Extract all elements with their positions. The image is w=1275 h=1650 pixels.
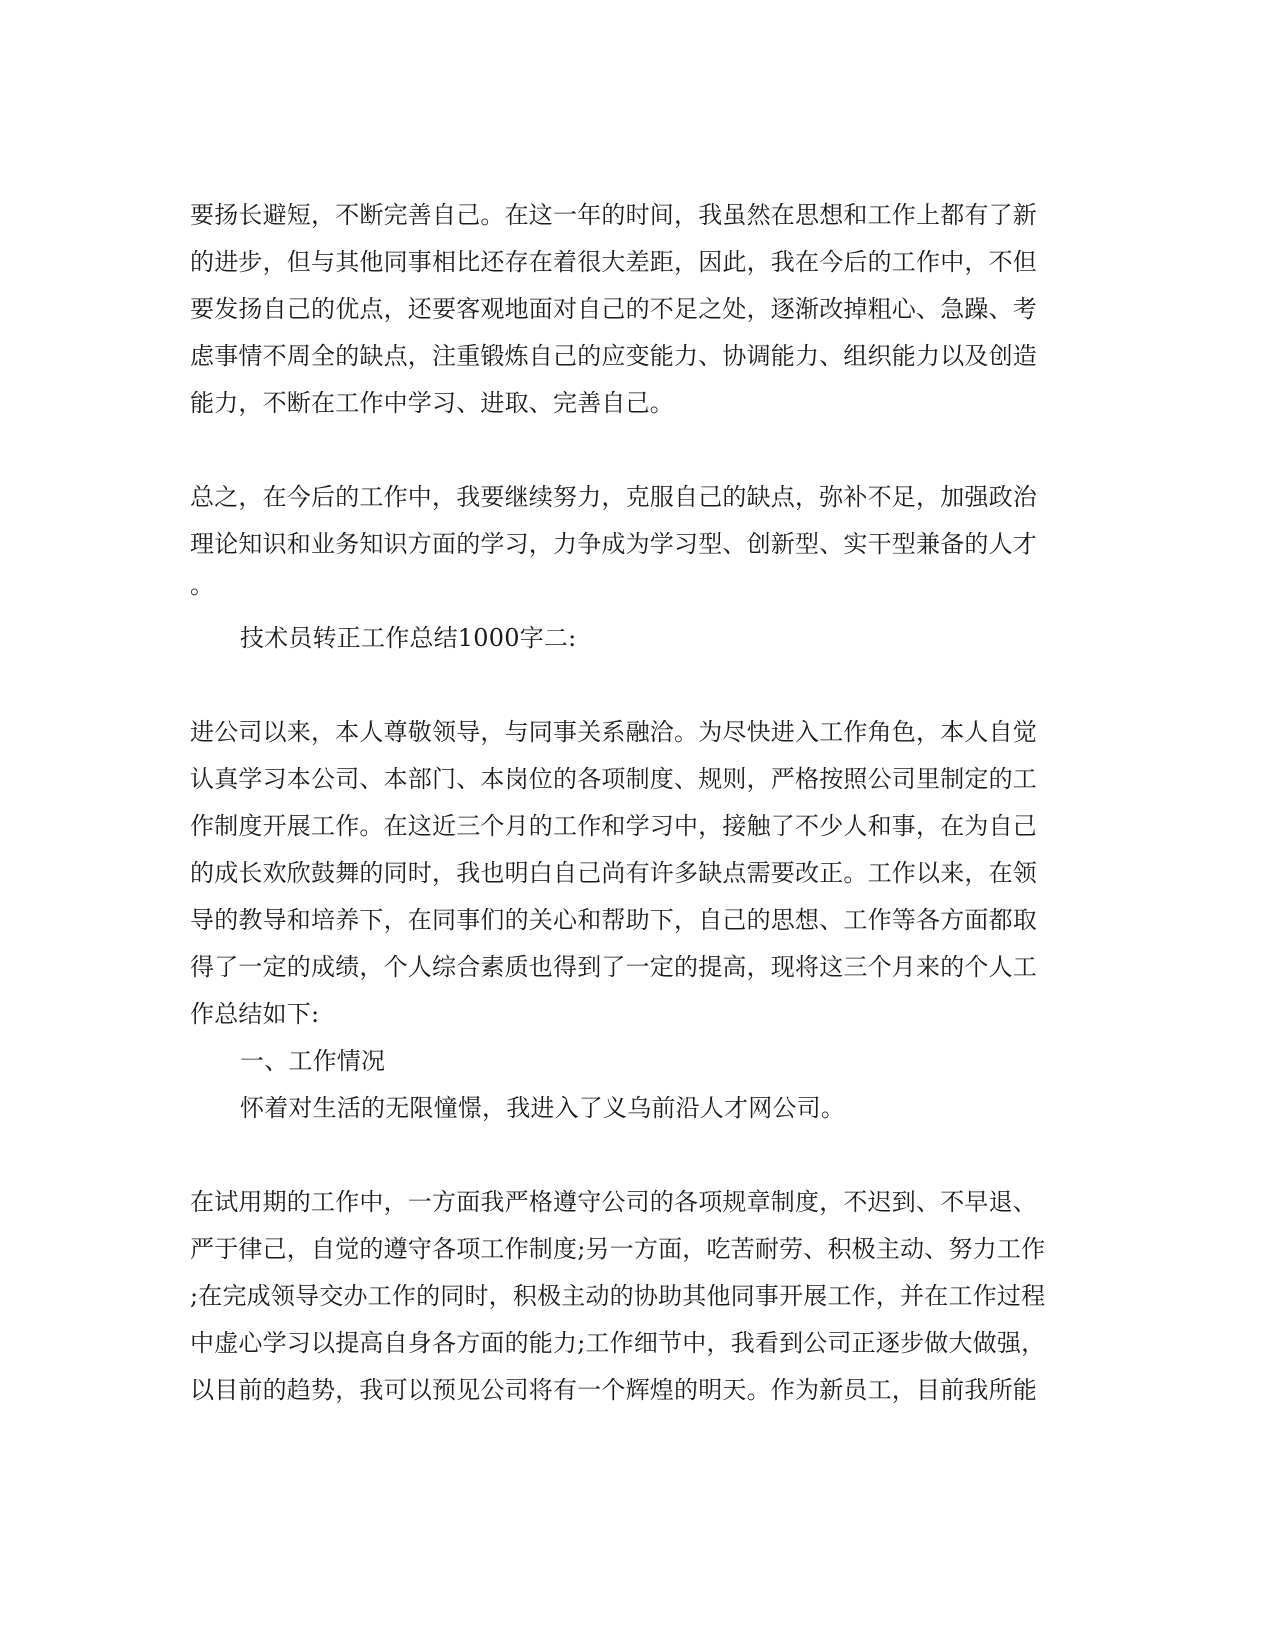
text-line: 。 <box>190 571 215 599</box>
text-line: 理论知识和业务知识方面的学习，力争成为学习型、创新型、实干型兼备的人才 <box>190 530 1037 558</box>
text-line: 总之，在今后的工作中，我要继续努力，克服自己的缺点，弥补不足，加强政治 <box>190 483 1037 511</box>
text-line: ;在完成领导交办工作的同时，积极主动的协助其他同事开展工作，并在工作过程 <box>190 1282 1046 1310</box>
text-line: 得了一定的成绩，个人综合素质也得到了一定的提高，现将这三个月来的个人工 <box>190 953 1037 981</box>
text-line: 中虚心学习以提高自身各方面的能力;工作细节中，我看到公司正逐步做大做强， <box>190 1329 1046 1357</box>
text-line: 以目前的趋势，我可以预见公司将有一个辉煌的明天。作为新员工，目前我所能 <box>190 1376 1037 1404</box>
text-line: 导的教导和培养下，在同事们的关心和帮助下，自己的思想、工作等各方面都取 <box>190 906 1037 934</box>
section-title: 技术员转正工作总结1000字二: <box>240 624 577 652</box>
heading-work-situation: 一、工作情况 <box>240 1047 386 1075</box>
paragraph-4: 怀着对生活的无限憧憬，我进入了义乌前沿人才网公司。 <box>240 1094 845 1122</box>
text-line: 在试用期的工作中，一方面我严格遵守公司的各项规章制度，不迟到、不早退、 <box>190 1188 1037 1216</box>
text-line: 要扬长避短，不断完善自己。在这一年的时间，我虽然在思想和工作上都有了新 <box>190 201 1037 229</box>
text-line: 认真学习本公司、本部门、本岗位的各项制度、规则，严格按照公司里制定的工 <box>190 765 1037 793</box>
text-line: 的成长欢欣鼓舞的同时，我也明白自己尚有许多缺点需要改正。工作以来，在领 <box>190 859 1037 887</box>
text-line: 进公司以来，本人尊敬领导，与同事关系融洽。为尽快进入工作角色，本人自觉 <box>190 718 1037 746</box>
text-line: 能力，不断在工作中学习、进取、完善自己。 <box>190 389 674 417</box>
text-line: 作制度开展工作。在这近三个月的工作和学习中，接触了不少人和事，在为自己 <box>190 812 1037 840</box>
text-line: 要发扬自己的优点，还要客观地面对自己的不足之处，逐渐改掉粗心、急躁、考 <box>190 295 1037 323</box>
text-line: 严于律己，自觉的遵守各项工作制度;另一方面，吃苦耐劳、积极主动、努力工作 <box>190 1235 1046 1263</box>
text-line: 作总结如下: <box>190 1000 320 1028</box>
text-line: 虑事情不周全的缺点，注重锻炼自己的应变能力、协调能力、组织能力以及创造 <box>190 342 1037 370</box>
text-line: 的进步，但与其他同事相比还存在着很大差距，因此，我在今后的工作中，不但 <box>190 248 1037 276</box>
